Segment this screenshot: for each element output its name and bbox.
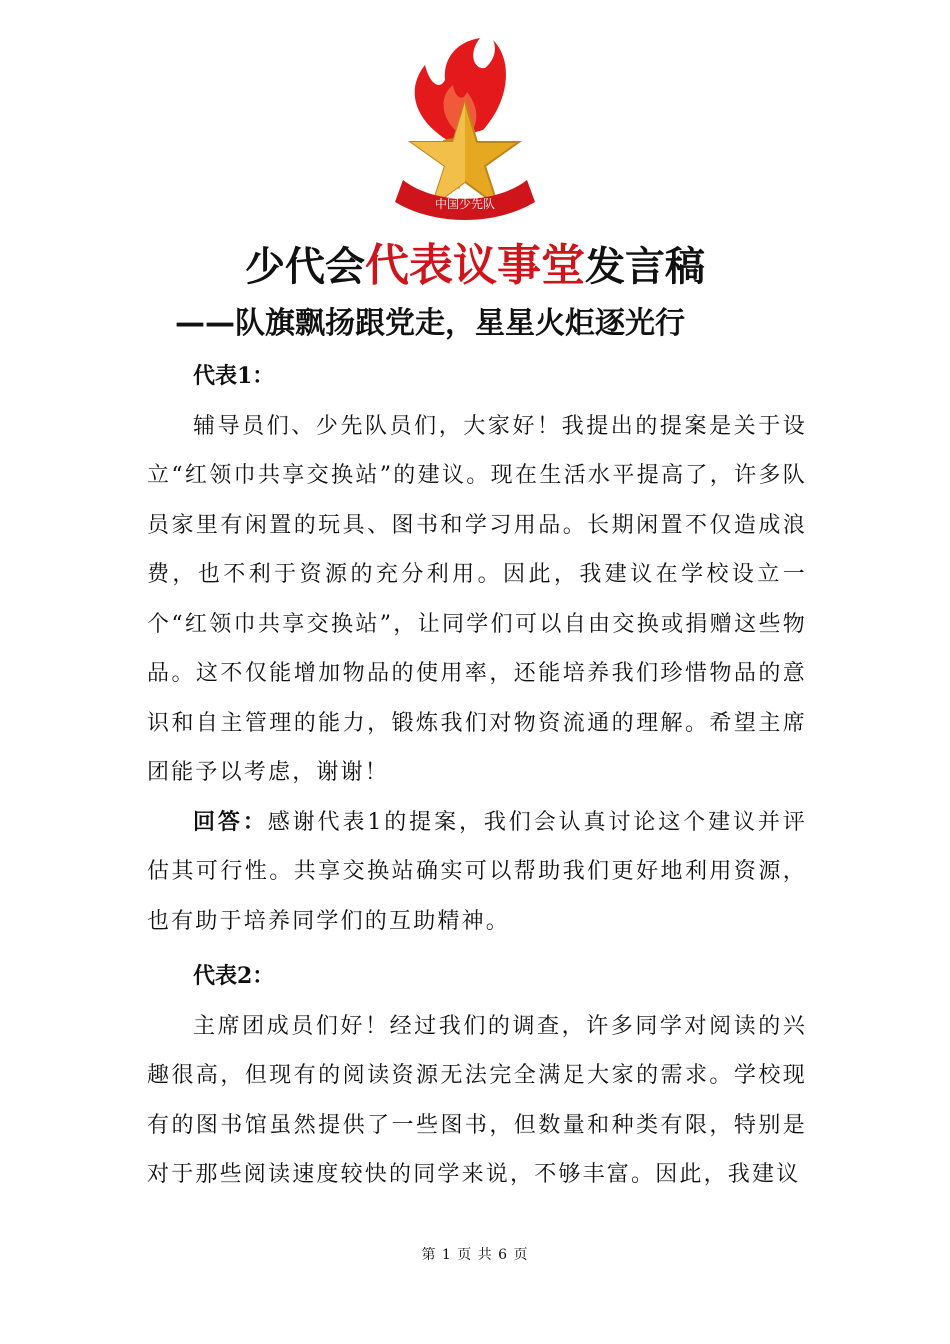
answer-1 [147,798,807,947]
page-subtitle: ——队旗飘扬跟党走，星星火炬逐光行 [175,306,685,341]
answer-label: 回答： [193,808,268,835]
document-body [147,352,807,1200]
delegate-1-heading: 代表1： [193,363,275,389]
title-highlight: 代表议事堂 [365,240,585,291]
answer-1-text: 感谢代表1的提案，我们会认真讨论这个建议并评估其可行性。共享交换站确实可以帮助我们更好地利用资源，也有助于培养同学们的互助精神。 [147,809,807,934]
svg-text:中国少先队: 中国少先队 [434,197,496,211]
title-prefix: 少代会 [245,244,365,290]
delegate-2-speech: 主席团成员们好！经过我们的调查，许多同学对阅读的兴趣很高，但现有的阅读资源无法完全满足大家的需求。学校现有的图书馆虽然提供了一些图书，但数量和种类有限，特别是对于那些阅读速度较快的同学来说，不够丰富。因此，我建议 [147,1013,807,1187]
young-pioneers-logo [385,30,545,230]
delegate-1-speech: 辅导员们、少先队员们，大家好！我提出的提案是关于设立“红领巾共享交换站”的建议。现在生活水平提高了，许多队员家里有闲置的玩具、图书和学习用品。长期闲置不仅造成浪费，也不利于资源的充分利用。因此，我建议在学校设立一个“红领巾共享交换站”，让同学们可以自由交换或捐赠这些物品。这不仅能增加物品的使用率，还能培养我们珍惜物品的意识和自主管理的能力，锻炼我们对物资流通的理解。希望主席团能予以考虑，谢谢！ [147,413,807,785]
page-title [0,240,950,293]
delegate-2-heading: 代表2： [193,963,275,989]
title-suffix: 发言稿 [585,244,705,290]
page-footer: 第 1 页 共 6 页 [421,1247,529,1263]
